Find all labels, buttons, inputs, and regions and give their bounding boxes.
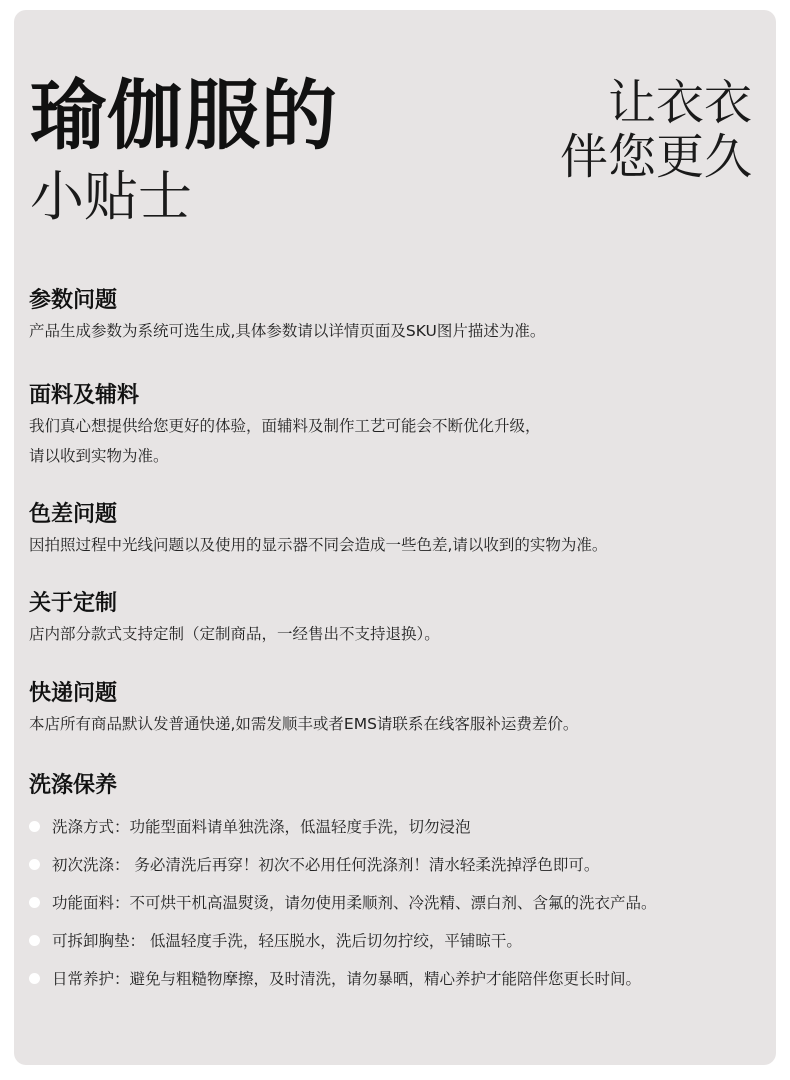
- section-customization: [29, 589, 759, 649]
- section-title: 快递问题: [29, 681, 118, 706]
- list-item-text: 初次洗涤： 务必清洗后再穿！初次不必用任何洗涤剂！清水轻柔洗掉浮色即可。: [52, 856, 600, 874]
- list-item: [29, 922, 759, 960]
- slogan: [560, 76, 752, 184]
- bullet-dot-icon: [29, 973, 40, 984]
- section-title: 面料及辅料: [29, 383, 140, 408]
- section-text: 产品生成参数为系统可选生成,具体参数请以详情页面及SKU图片描述为准。: [29, 322, 546, 340]
- section-text: 请以收到实物为准。: [29, 447, 169, 465]
- section-title: 色差问题: [29, 502, 118, 527]
- list-item: [29, 846, 759, 884]
- bullet-dot-icon: [29, 897, 40, 908]
- section-title: 关于定制: [29, 591, 118, 616]
- list-item-text: 日常养护：避免与粗糙物摩擦，及时清洗，请勿暴晒，精心养护才能陪伴您更长时间。: [52, 970, 642, 988]
- hero-title: 瑜伽服的: [30, 71, 338, 160]
- list-item-text: 洗涤方式：功能型面料请单独洗涤，低温轻度手洗，切勿浸泡: [52, 818, 471, 836]
- section-text: 因拍照过程中光线问题以及使用的显示器不同会造成一些色差,请以收到的实物为准。: [29, 536, 608, 554]
- bullet-dot-icon: [29, 821, 40, 832]
- section-text: 店内部分款式支持定制（定制商品，一经售出不支持退换）。: [29, 625, 440, 643]
- section-title: 参数问题: [29, 288, 118, 313]
- list-item-text: 功能面料：不可烘干机高温熨烫，请勿使用柔顺剂、冷洗精、漂白剂、含氟的洗衣产品。: [52, 894, 657, 912]
- slogan-line-2: 伴您更久: [559, 129, 752, 185]
- section-fabric: [29, 381, 759, 471]
- section-text: 我们真心想提供给您更好的体验，面辅料及制作工艺可能会不断优化升级，: [29, 417, 541, 435]
- bullet-dot-icon: [29, 859, 40, 870]
- care-list: [29, 808, 759, 998]
- list-item: [29, 884, 759, 922]
- section-title: 洗涤保养: [29, 773, 118, 798]
- section-color-difference: [29, 500, 759, 560]
- list-item-text: 可拆卸胸垫： 低温轻度手洗，轻压脱水，洗后切勿拧绞，平铺晾干。: [52, 932, 522, 950]
- section-care: [29, 771, 759, 998]
- list-item: [29, 808, 759, 846]
- hero-subtitle: 小贴士: [30, 165, 192, 228]
- bullet-dot-icon: [29, 935, 40, 946]
- section-shipping: [29, 679, 759, 739]
- section-text: 本店所有商品默认发普通快递,如需发顺丰或者EMS请联系在线客服补运费差价。: [29, 715, 579, 733]
- list-item: [29, 960, 759, 998]
- section-parameters: [29, 286, 759, 346]
- slogan-line-1: 让衣衣: [607, 75, 752, 131]
